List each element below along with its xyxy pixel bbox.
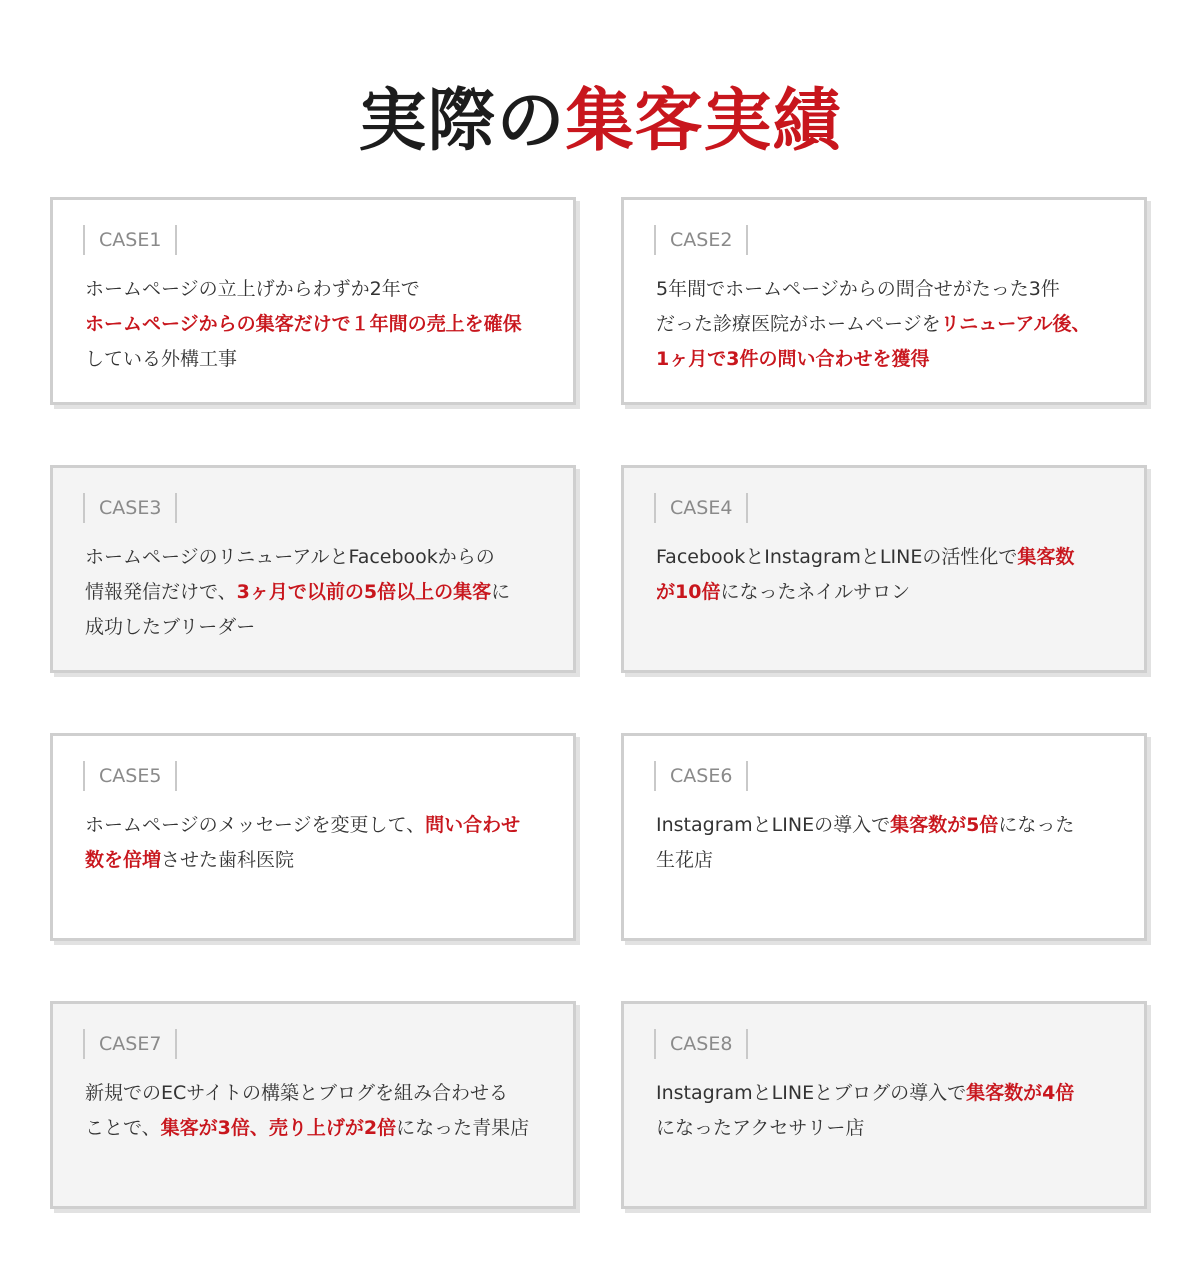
body-text: 5年間でホームページからの問合せがたった3件 — [656, 278, 1060, 300]
body-text: 情報発信だけで、 — [85, 581, 237, 603]
highlight-text: 集客が3倍、売り上げが2倍 — [160, 1117, 397, 1139]
body-text: FacebookとInstagramとLINEの活性化で — [656, 546, 1018, 568]
highlight-text: ホームページからの集客だけで１年間の売上を確保 — [85, 313, 522, 335]
highlight-text: が10倍 — [656, 581, 721, 603]
highlight-text: 問い合わせ — [425, 814, 521, 836]
body-text: になったネイルサロン — [720, 581, 911, 603]
case-description — [656, 1076, 1124, 1146]
case-card-6 — [621, 733, 1147, 941]
description-line — [656, 843, 1124, 878]
description-line — [85, 307, 553, 342]
case-card-4 — [621, 465, 1147, 673]
highlight-text: 集客数が4倍 — [966, 1082, 1075, 1104]
title-part-1: 実際の — [358, 82, 566, 161]
body-text: に — [491, 581, 511, 603]
case-label: CASE3 — [83, 493, 177, 523]
body-text: InstagramとLINEの導入で — [656, 814, 891, 836]
case-description — [656, 272, 1124, 377]
body-text: している外構工事 — [85, 348, 238, 370]
case-card-2 — [621, 197, 1147, 405]
body-text: ホームページの立上げからわずか2年で — [85, 278, 420, 300]
description-line — [85, 1076, 553, 1111]
case-label: CASE8 — [654, 1029, 748, 1059]
body-text: ホームページのリニューアルとFacebookからの — [85, 546, 495, 568]
highlight-text: 集客数 — [1017, 546, 1075, 568]
description-line — [85, 808, 553, 843]
title-part-2-highlight: 集客実績 — [565, 82, 842, 161]
description-line — [656, 342, 1124, 377]
description-line — [85, 342, 553, 377]
description-line — [85, 575, 553, 610]
body-text: InstagramとLINEとブログの導入で — [656, 1082, 967, 1104]
highlight-text: 数を倍増 — [85, 849, 162, 871]
case-description — [85, 540, 553, 645]
description-line — [656, 272, 1124, 307]
body-text: 成功したブリーダー — [85, 616, 256, 638]
case-description — [85, 272, 553, 377]
body-text: 新規でのECサイトの構築とブログを組み合わせる — [85, 1082, 508, 1104]
case-card-3 — [50, 465, 576, 673]
body-text: 生花店 — [656, 849, 714, 871]
body-text: ことで、 — [85, 1117, 161, 1139]
description-line — [656, 575, 1124, 610]
body-text: ホームページのメッセージを変更して、 — [85, 814, 426, 836]
page-title — [0, 82, 1200, 162]
case-label: CASE7 — [83, 1029, 177, 1059]
case-label: CASE4 — [654, 493, 748, 523]
body-text: だった診療医院がホームページを — [656, 313, 941, 335]
highlight-text: 集客数が5倍 — [890, 814, 999, 836]
highlight-text: 3ヶ月で以前の5倍以上の集客 — [236, 581, 492, 603]
case-description — [656, 808, 1124, 878]
highlight-text: リニューアル後、 — [940, 313, 1091, 335]
description-line — [85, 843, 553, 878]
case-label: CASE1 — [83, 225, 177, 255]
case-card-8 — [621, 1001, 1147, 1209]
case-description — [656, 540, 1124, 610]
case-label: CASE2 — [654, 225, 748, 255]
case-card-5 — [50, 733, 576, 941]
description-line — [85, 272, 553, 307]
description-line — [85, 610, 553, 645]
description-line — [656, 307, 1124, 342]
description-line — [656, 1111, 1124, 1146]
case-description — [85, 808, 553, 878]
description-line — [656, 540, 1124, 575]
body-text: になった — [998, 814, 1075, 836]
case-description — [85, 1076, 553, 1146]
case-label: CASE6 — [654, 761, 748, 791]
case-card-1 — [50, 197, 576, 405]
description-line — [656, 808, 1124, 843]
body-text: になったアクセサリー店 — [656, 1117, 865, 1139]
body-text: させた歯科医院 — [161, 849, 295, 871]
description-line — [85, 540, 553, 575]
body-text: になった青果店 — [396, 1117, 530, 1139]
description-line — [85, 1111, 553, 1146]
case-label: CASE5 — [83, 761, 177, 791]
case-card-7 — [50, 1001, 576, 1209]
description-line — [656, 1076, 1124, 1111]
highlight-text: 1ヶ月で3件の問い合わせを獲得 — [656, 348, 930, 370]
